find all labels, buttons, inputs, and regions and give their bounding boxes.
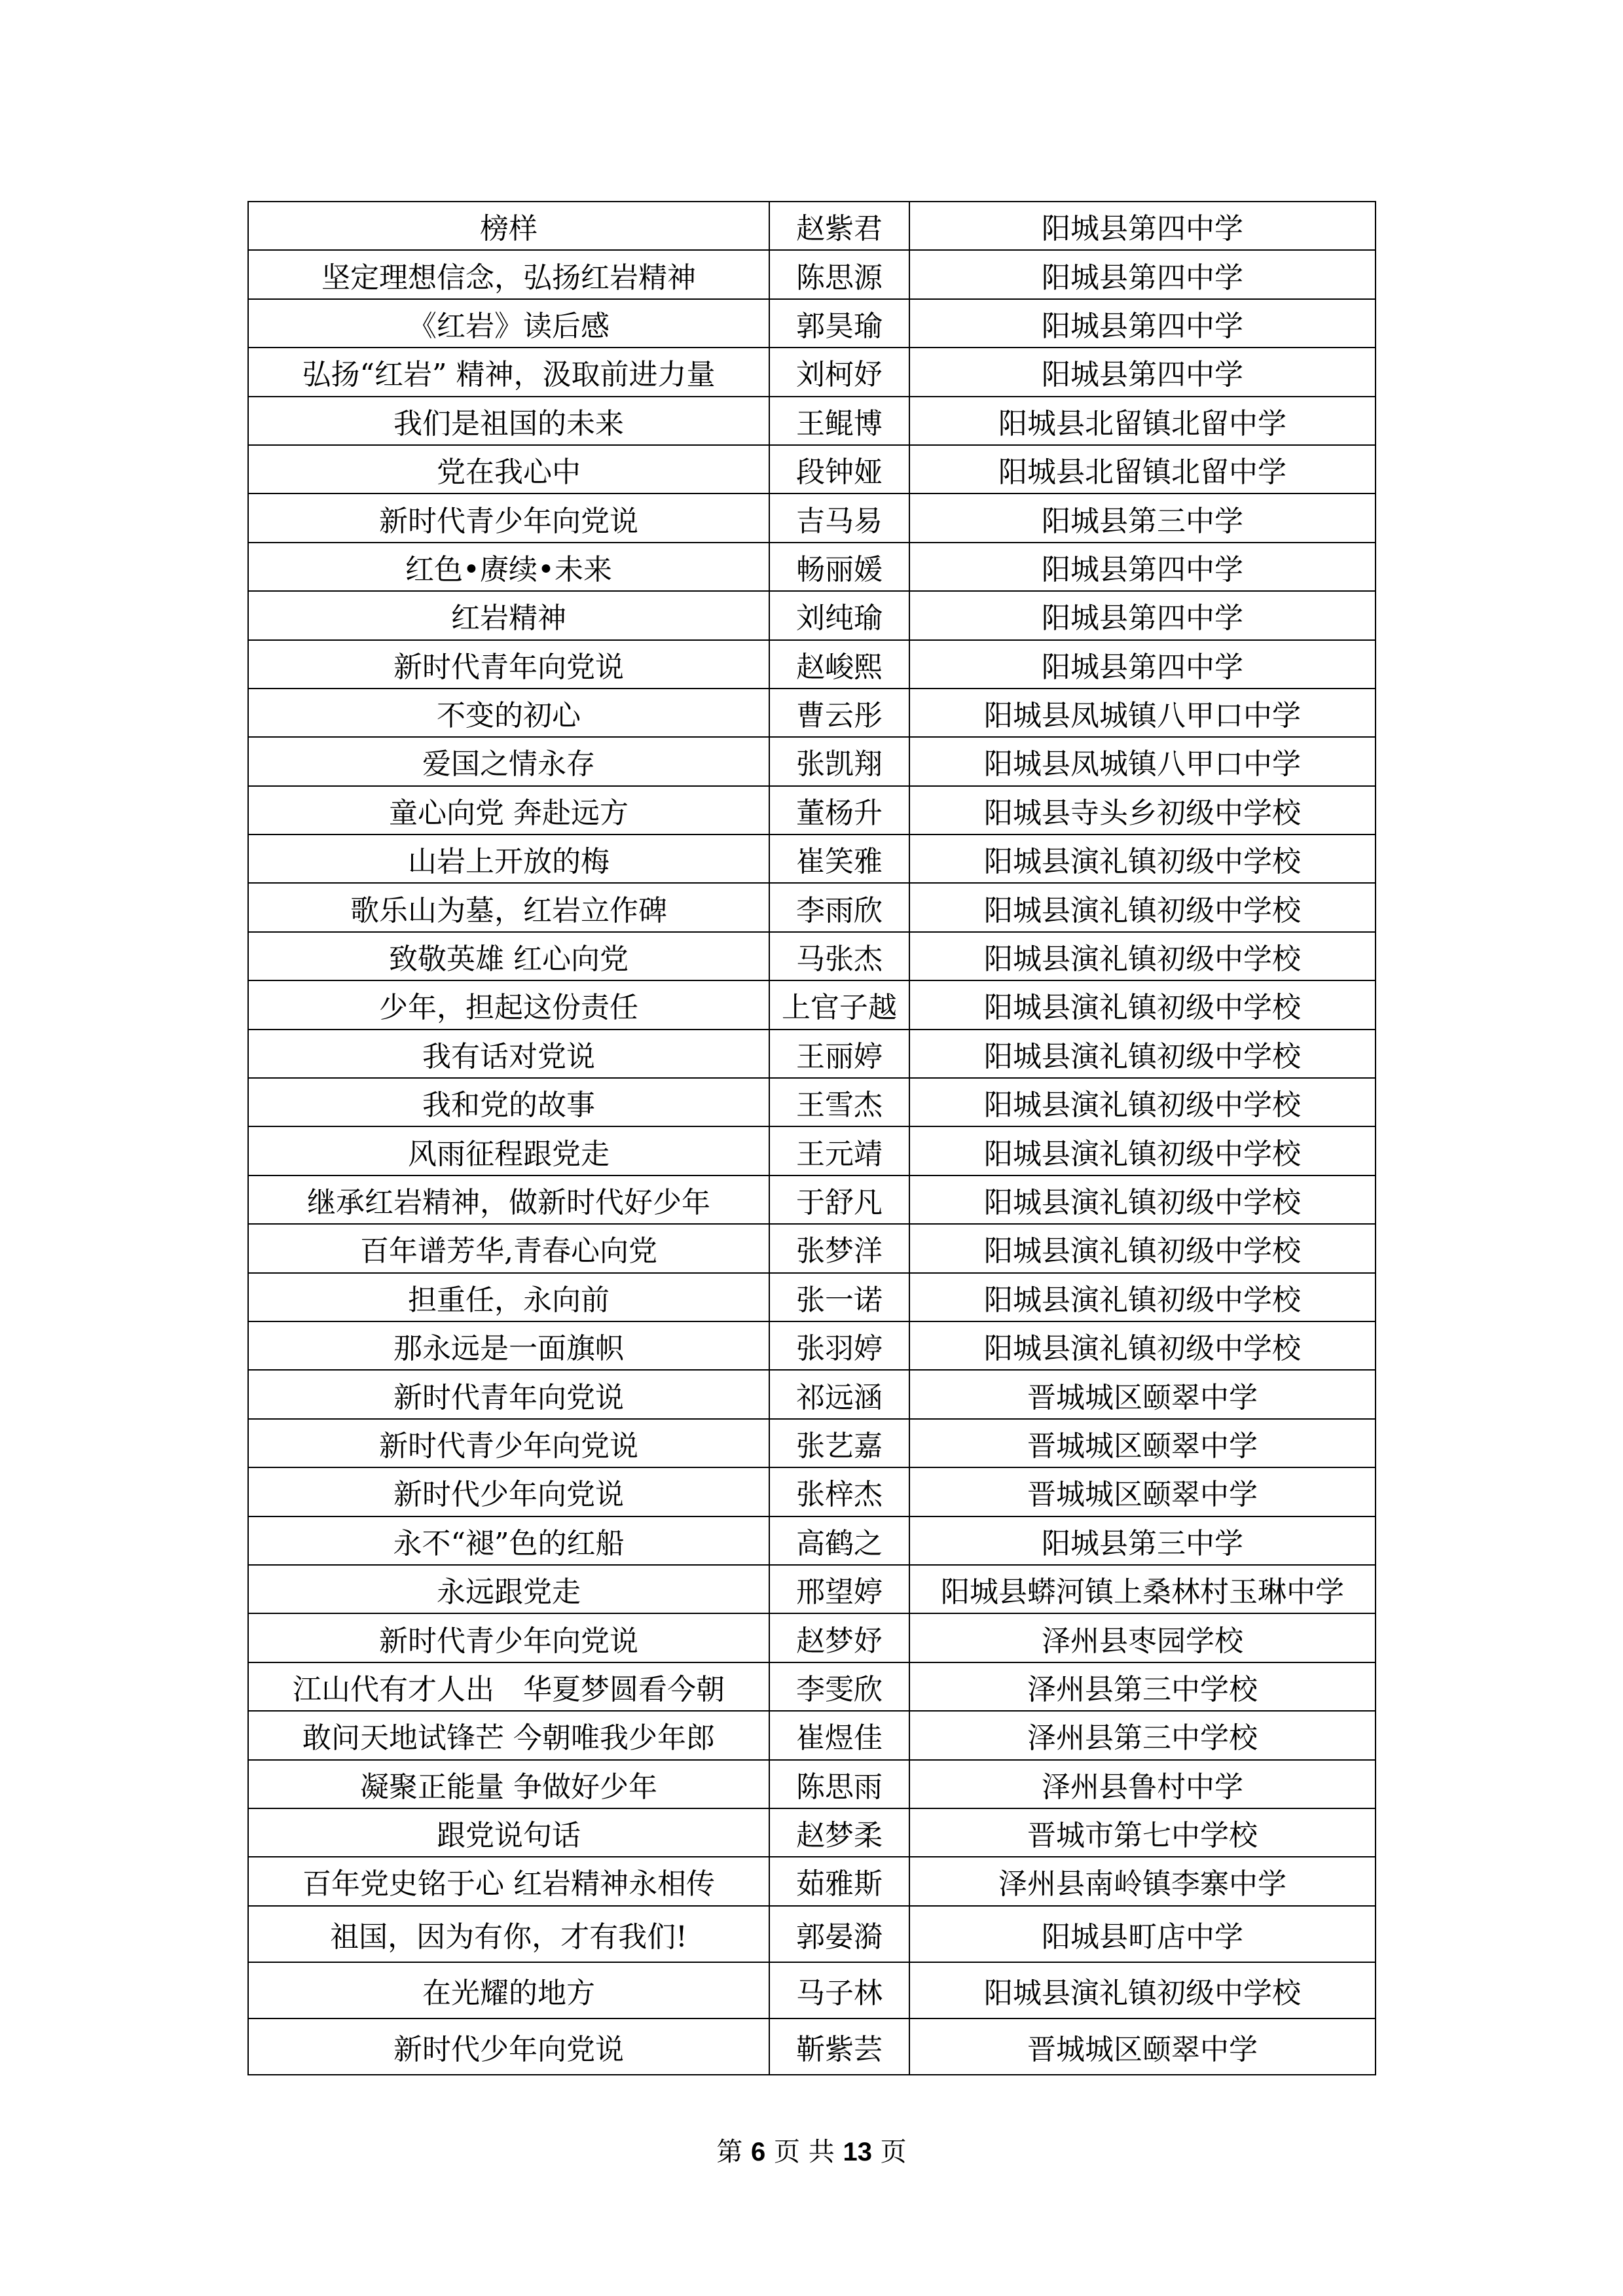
author-name-cell: 陈思雨 (769, 1760, 909, 1808)
school-name-cell: 阳城县第四中学 (909, 640, 1376, 689)
author-name-cell: 马张杰 (769, 932, 909, 980)
school-name-cell: 阳城县第四中学 (909, 591, 1376, 639)
school-name-cell: 阳城县第四中学 (909, 299, 1376, 348)
table-row (248, 737, 1376, 785)
school-name-cell: 晋城城区颐翠中学 (909, 1419, 1376, 1467)
award-list-body (248, 202, 1376, 2075)
work-title-cell: 在光耀的地方 (248, 1962, 769, 2018)
table-row (248, 397, 1376, 445)
author-name-cell: 祁远涵 (769, 1370, 909, 1418)
table-row (248, 1273, 1376, 1321)
work-title-cell: 歌乐山为墓，红岩立作碑 (248, 883, 769, 931)
work-title-cell: 我们是祖国的未来 (248, 397, 769, 445)
work-title-cell: 新时代少年向党说 (248, 1467, 769, 1516)
work-title-cell: 百年谱芳华,青春心向党 (248, 1224, 769, 1272)
school-name-cell: 泽州县南岭镇李寨中学 (909, 1857, 1376, 1905)
author-name-cell: 吉马易 (769, 493, 909, 542)
table-row (248, 1030, 1376, 1078)
author-name-cell: 王丽婷 (769, 1030, 909, 1078)
author-name-cell: 段钟娅 (769, 445, 909, 493)
table-row (248, 1370, 1376, 1418)
school-name-cell: 阳城县蟒河镇上桑林村玉琳中学 (909, 1565, 1376, 1613)
author-name-cell: 张凯翔 (769, 737, 909, 785)
author-name-cell: 张梓杰 (769, 1467, 909, 1516)
school-name-cell: 阳城县第四中学 (909, 348, 1376, 396)
author-name-cell: 于舒凡 (769, 1175, 909, 1224)
table-row (248, 932, 1376, 980)
table-row (248, 1419, 1376, 1467)
work-title-cell: 新时代青年向党说 (248, 640, 769, 689)
school-name-cell: 晋城城区颐翠中学 (909, 1370, 1376, 1418)
work-title-cell: 风雨征程跟党走 (248, 1126, 769, 1175)
school-name-cell: 阳城县凤城镇八甲口中学 (909, 689, 1376, 737)
work-title-cell: 凝聚正能量 争做好少年 (248, 1760, 769, 1808)
work-title-cell: 我有话对党说 (248, 1030, 769, 1078)
work-title-cell: 新时代青少年向党说 (248, 1419, 769, 1467)
work-title-cell: 新时代青少年向党说 (248, 1613, 769, 1662)
author-name-cell: 赵梦妤 (769, 1613, 909, 1662)
work-title-cell: 红岩精神 (248, 591, 769, 639)
table-row (248, 1126, 1376, 1175)
table-row (248, 883, 1376, 931)
table-row (248, 1224, 1376, 1272)
work-title-cell: 红色•赓续•未来 (248, 543, 769, 591)
school-name-cell: 阳城县演礼镇初级中学校 (909, 980, 1376, 1029)
author-name-cell: 马子林 (769, 1962, 909, 2018)
author-name-cell: 邢望婷 (769, 1565, 909, 1613)
school-name-cell: 阳城县演礼镇初级中学校 (909, 1273, 1376, 1321)
table-row (248, 1760, 1376, 1808)
table-row (248, 299, 1376, 348)
author-name-cell: 王雪杰 (769, 1078, 909, 1126)
work-title-cell: 《红岩》读后感 (248, 299, 769, 348)
author-name-cell: 茹雅斯 (769, 1857, 909, 1905)
table-row (248, 1175, 1376, 1224)
table-row (248, 1078, 1376, 1126)
page-footer-prefix: 第 (716, 2137, 743, 2167)
table-row (248, 1906, 1376, 1962)
work-title-cell: 敢问天地试锋芒 今朝唯我少年郎 (248, 1711, 769, 1759)
author-name-cell: 高鹤之 (769, 1516, 909, 1565)
school-name-cell: 阳城县第四中学 (909, 250, 1376, 298)
table-row (248, 1565, 1376, 1613)
author-name-cell: 陈思源 (769, 250, 909, 298)
author-name-cell: 畅丽媛 (769, 543, 909, 591)
author-name-cell: 郭昊瑜 (769, 299, 909, 348)
work-title-cell: 继承红岩精神，做新时代好少年 (248, 1175, 769, 1224)
school-name-cell: 晋城城区颐翠中学 (909, 2018, 1376, 2075)
author-name-cell: 靳紫芸 (769, 2018, 909, 2075)
school-name-cell: 阳城县演礼镇初级中学校 (909, 834, 1376, 883)
page-footer (0, 2131, 1623, 2168)
page-footer-suffix: 页 (880, 2137, 907, 2167)
author-name-cell: 李雯欣 (769, 1662, 909, 1711)
school-name-cell: 晋城城区颐翠中学 (909, 1467, 1376, 1516)
author-name-cell: 张一诺 (769, 1273, 909, 1321)
school-name-cell: 阳城县演礼镇初级中学校 (909, 883, 1376, 931)
author-name-cell: 曹云彤 (769, 689, 909, 737)
table-row (248, 786, 1376, 834)
school-name-cell: 阳城县演礼镇初级中学校 (909, 1126, 1376, 1175)
table-row (248, 1613, 1376, 1662)
work-title-cell: 新时代青少年向党说 (248, 493, 769, 542)
work-title-cell: 少年，担起这份责任 (248, 980, 769, 1029)
author-name-cell: 董杨升 (769, 786, 909, 834)
school-name-cell: 阳城县演礼镇初级中学校 (909, 1175, 1376, 1224)
work-title-cell: 坚定理想信念，弘扬红岩精神 (248, 250, 769, 298)
school-name-cell: 阳城县北留镇北留中学 (909, 397, 1376, 445)
school-name-cell: 阳城县第三中学 (909, 493, 1376, 542)
table-row (248, 202, 1376, 250)
author-name-cell: 崔笑雅 (769, 834, 909, 883)
work-title-cell: 童心向党 奔赴远方 (248, 786, 769, 834)
table-row (248, 543, 1376, 591)
page-footer-middle: 页 共 (774, 2137, 835, 2167)
school-name-cell: 泽州县枣园学校 (909, 1613, 1376, 1662)
school-name-cell: 阳城县演礼镇初级中学校 (909, 1030, 1376, 1078)
school-name-cell: 阳城县第三中学 (909, 1516, 1376, 1565)
work-title-cell: 那永远是一面旗帜 (248, 1321, 769, 1370)
author-name-cell: 王元靖 (769, 1126, 909, 1175)
work-title-cell: 我和党的故事 (248, 1078, 769, 1126)
table-row (248, 834, 1376, 883)
work-title-cell: 党在我心中 (248, 445, 769, 493)
author-name-cell: 张梦洋 (769, 1224, 909, 1272)
author-name-cell: 赵紫君 (769, 202, 909, 250)
school-name-cell: 泽州县第三中学校 (909, 1711, 1376, 1759)
table-row (248, 1321, 1376, 1370)
author-name-cell: 郭晏漪 (769, 1906, 909, 1962)
award-list-table (247, 201, 1376, 2075)
author-name-cell: 李雨欣 (769, 883, 909, 931)
table-row (248, 250, 1376, 298)
work-title-cell: 山岩上开放的梅 (248, 834, 769, 883)
author-name-cell: 上官子越 (769, 980, 909, 1029)
school-name-cell: 阳城县演礼镇初级中学校 (909, 1224, 1376, 1272)
work-title-cell: 永远跟党走 (248, 1565, 769, 1613)
table-row (248, 689, 1376, 737)
table-row (248, 1808, 1376, 1857)
work-title-cell: 担重任，永向前 (248, 1273, 769, 1321)
table-row (248, 445, 1376, 493)
school-name-cell: 阳城县町店中学 (909, 1906, 1376, 1962)
table-row (248, 1711, 1376, 1759)
table-row (248, 493, 1376, 542)
work-title-cell: 永不“褪”色的红船 (248, 1516, 769, 1565)
table-row (248, 591, 1376, 639)
table-row (248, 1467, 1376, 1516)
author-name-cell: 刘柯妤 (769, 348, 909, 396)
author-name-cell: 崔煜佳 (769, 1711, 909, 1759)
work-title-cell: 祖国，因为有你，才有我们! (248, 1906, 769, 1962)
table-row (248, 2018, 1376, 2075)
page-number: 6 (751, 2138, 766, 2166)
author-name-cell: 赵梦柔 (769, 1808, 909, 1857)
school-name-cell: 泽州县鲁村中学 (909, 1760, 1376, 1808)
table-row (248, 1662, 1376, 1711)
author-name-cell: 王鲲博 (769, 397, 909, 445)
page-total: 13 (843, 2138, 872, 2166)
school-name-cell: 晋城市第七中学校 (909, 1808, 1376, 1857)
table-row (248, 1962, 1376, 2018)
author-name-cell: 刘纯瑜 (769, 591, 909, 639)
table-row (248, 1857, 1376, 1905)
school-name-cell: 阳城县演礼镇初级中学校 (909, 1321, 1376, 1370)
table-row (248, 1516, 1376, 1565)
work-title-cell: 不变的初心 (248, 689, 769, 737)
work-title-cell: 致敬英雄 红心向党 (248, 932, 769, 980)
school-name-cell: 阳城县演礼镇初级中学校 (909, 1962, 1376, 2018)
table-row (248, 640, 1376, 689)
table-row (248, 980, 1376, 1029)
school-name-cell: 阳城县第四中学 (909, 543, 1376, 591)
author-name-cell: 张羽婷 (769, 1321, 909, 1370)
author-name-cell: 赵峻熙 (769, 640, 909, 689)
school-name-cell: 阳城县演礼镇初级中学校 (909, 1078, 1376, 1126)
author-name-cell: 张艺嘉 (769, 1419, 909, 1467)
work-title-cell: 跟党说句话 (248, 1808, 769, 1857)
work-title-cell: 新时代青年向党说 (248, 1370, 769, 1418)
work-title-cell: 新时代少年向党说 (248, 2018, 769, 2075)
work-title-cell: 爱国之情永存 (248, 737, 769, 785)
school-name-cell: 阳城县演礼镇初级中学校 (909, 932, 1376, 980)
work-title-cell: 江山代有才人出 华夏梦圆看今朝 (248, 1662, 769, 1711)
school-name-cell: 阳城县寺头乡初级中学校 (909, 786, 1376, 834)
table-row (248, 348, 1376, 396)
work-title-cell: 弘扬“红岩” 精神，汲取前进力量 (248, 348, 769, 396)
work-title-cell: 百年党史铭于心 红岩精神永相传 (248, 1857, 769, 1905)
school-name-cell: 阳城县凤城镇八甲口中学 (909, 737, 1376, 785)
school-name-cell: 阳城县北留镇北留中学 (909, 445, 1376, 493)
work-title-cell: 榜样 (248, 202, 769, 250)
school-name-cell: 泽州县第三中学校 (909, 1662, 1376, 1711)
school-name-cell: 阳城县第四中学 (909, 202, 1376, 250)
